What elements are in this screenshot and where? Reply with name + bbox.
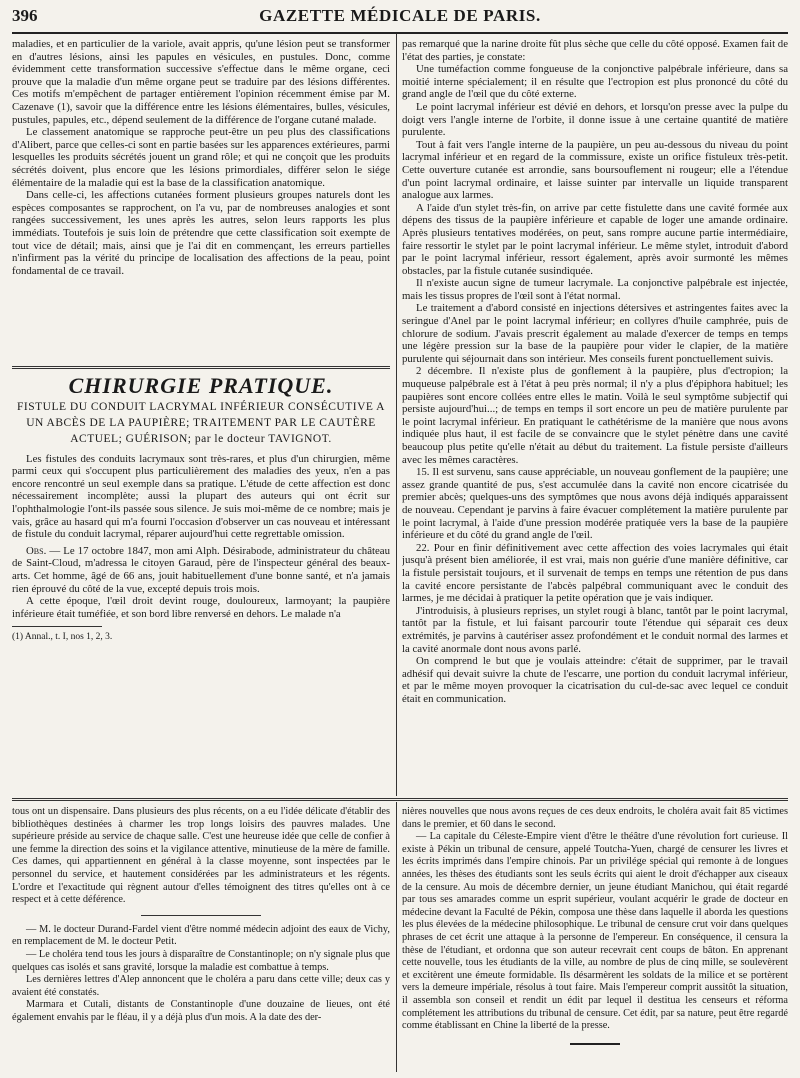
- paragraph: Le traitement a d'abord consisté en injections détersives et astringentes faites avec la seringue d'Anel par le point lacrymal inférieur; en collyres d'huile camphrée, puis de chlorure de sodium. J'avais prescrit également au malade d'exercer de temps en temps une légère pression sur la base de la paupière pour vider le clapier, de la matière purulente qui séjournait dans son intérieur. Mes conseils furent ponctuellement suivis.: [402, 302, 788, 365]
- upper-right-column: [402, 38, 788, 794]
- paragraph: Marmara et Cutali, distants de Constantinople d'une douzaine de lieues, ont été également envahis par le fléau, il y a déjà plus d'un mois. A la date des der-: [12, 999, 390, 1023]
- paragraph: On comprend le but que je voulais atteindre: c'était de supprimer, par le travail adhésif qui devait suivre la chute de l'escarre, une portion du conduit lacrymal inférieur, et par le même moyen provoquer la cicatrisation du cul-de-sac avec lequel ce conduit était en communication.: [402, 655, 788, 705]
- paragraph: 2 décembre. Il n'existe plus de gonflement à la paupière, plus d'ectropion; la muqueuse palpébrale est à l'état à peu près normal; il n'y a plus d'épiphora habituel; les paupières sont encore collées entre elles le matin. Voilà le seul symptôme subjectif qui persiste aujourd'hui...; de temps en temps il sort encore un peu de matière purulente par le point lacrymal inférieur. En pratiquant le cathétérisme de la manière que nous avons indiquée plus haut, il est facile de se convaincre que le stylet pénètre dans une cavité beaucoup plus petite qu'elle n'était au début du traitement. La fistule persiste d'ailleurs avec les mêmes caractères.: [402, 365, 788, 466]
- end-rule: [570, 1043, 620, 1045]
- column-divider: [396, 34, 397, 796]
- paragraph: A cette époque, l'œil droit devint rouge, douloureux, larmoyant; la paupière inférieure était tuméfiée, et son bord libre renversé en dehors. Le malade n'a: [12, 595, 390, 620]
- upper-left-column: [12, 38, 390, 360]
- page-number: 396: [12, 6, 38, 25]
- section-title: CHIRURGIE PRATIQUE.: [68, 374, 334, 398]
- paragraph: Dans celle-ci, les affections cutanées forment plusieurs groupes naturels dont les espèces composantes se rapprochent, on l'a vu, par de nombreuses analogies et sont rangées successivement, les unes après les autres, selon leurs rapports les plus immédiats. Toutefois je suis loin de prétendre que cette classification soit exempte de tout vice de détail; mais, ainsi que je l'ai dit en commençant, les erreurs partielles n'infirment pas la vérité du principe de localisation des affections de la peau, point fondamental de ce travail.: [12, 189, 390, 277]
- footnote-rule: [12, 626, 102, 627]
- footnote: (1) Annal., t. I, nos 1, 2, 3.: [12, 632, 113, 643]
- paragraph: pas remarqué que la narine droite fût plus sèche que celle du côté opposé. Examen fait de l'état des parties, je constate:: [402, 38, 788, 63]
- paragraph: 22. Pour en finir définitivement avec cette affection des voies lacrymales qui était jusqu'à présent bien améliorée, il est vrai, mais non guérie d'une manière définitive, car la fistule persistait toujours, et il survenait de temps en temps une rétention de pus dans la cavité encore persistante de l'abcès palpébral communiquant avec le conduit des larmes, je me décidai à pratiquer la petite opération que je vais indiquer.: [402, 541, 788, 605]
- paragraph: Le point lacrymal inférieur est dévié en dehors, et lorsqu'on presse avec la pulpe du doigt vers l'angle interne de l'orbite, il donne issue à une certaine quantité de matière purulente.: [402, 100, 788, 139]
- obs-text: — Le 17 octobre 1847, mon ami Alph. Désirabode, administrateur du château de Saint-Cloud, m'adressa le citoyen Garaud, père de l'inspecteur général des beaux-arts. Cet homme, âgé de 66 ans, jouit habituellement d'une bonne santé, et n'a jamais rien éprouvé du côté de la vue, excepté depuis trois mois.: [12, 544, 390, 595]
- observation-paragraph: [12, 545, 390, 595]
- paragraph: 15. Il est survenu, sans cause appréciable, un nouveau gonflement de la paupière; une assez grande quantité de pus, s'est accumulée dans la cavité non encore cicatrisée du premier abcès; quelques-uns des symptômes que nous avons déjà indiqués apparaissent de nouveau. Cependant je parvins à faire évacuer complétement la matière purulente par le point lacrymal, à l'aide d'une pression modérée pratiquée vers la base de la paupière inférieure et du côté du grand angle de l'œil.: [402, 466, 788, 542]
- article-title: FISTULE DU CONDUIT LACRYMAL INFÉRIEUR CONSÉCUTIVE A UN ABCÈS DE LA PAUPIÈRE; TRAITEMENT PAR LE CAUTÈRE ACTUEL; GUÉRISON; par le docteur TAVIGNOT.: [17, 400, 385, 445]
- paragraph: tous ont un dispensaire. Dans plusieurs des plus récents, on a eu l'idée délicate d'établir des bibliothèques destinées à charmer les trop longs loisirs des pauvres malades. Une supérieure préside au service de chaque salle. C'est une heureuse idée que celle de confier à une femme la direction des soins et la vigilance attentive, minutieuse de la mère de famille. Ces dames, qui appartiennent en général à la classe moyenne, sont inspectées par le personnel du service, et hautement considérées par les administrateurs et les régents. L'ordre et l'exactitude qui règnent autour d'elles témoignent des titres qu'elles ont à ce respect et à cette déférence.: [12, 806, 390, 906]
- paragraph: Il n'existe aucun signe de tumeur lacrymale. La conjonctive palpébrale est injectée, mais les tissus propres de l'œil sont à l'état normal.: [402, 277, 788, 302]
- lower-right-column: [402, 806, 788, 1072]
- news-separator: [141, 915, 261, 916]
- section-divider: [12, 366, 390, 369]
- paragraph: Le classement anatomique se rapproche peut-être un peu plus des classifications d'Alibert, parce que celles-ci sont en partie basées sur les apparences extérieures, parmi lesquelles les produits sécrétés jouent un grand rôle; et qui ne conçoit que les produits sécrétés doivent, plus encore que les lésions primordiales, différer selon le siége élémentaire de la maladie qui est la base de la classification anatomique.: [12, 126, 390, 189]
- paragraph: maladies, et en particulier de la variole, avait appris, qu'une lésion peut se transformer en d'autres lésions, ainsi les papules en vésicules, en pustules. Donc, comme évidemment cette transformation successive s'effectue dans le même organe, ceci prouve que la maladie d'un même organe peut se traduire par des lésions différentes. Ces motifs m'empêchent de partager entièrement l'opinion récemment émise par M. Cazenave (1), savoir que la différence entre les lésions élémentaires, bulles, vésicules, pustules, papules, etc., dépend seulement de la différence de l'organe cutané malade.: [12, 38, 390, 126]
- paragraph: — M. le docteur Durand-Fardel vient d'être nommé médecin adjoint des eaux de Vichy, en remplacement de M. le docteur Petit.: [12, 923, 390, 948]
- paragraph: Une tuméfaction comme fongueuse de la conjonctive palpébrale inférieure, dans sa moitié interne spécialement; il en résulte que l'ectropion est plus prononcé du côté du grand angle de l'œil que du côté externe.: [402, 63, 788, 101]
- paragraph: nières nouvelles que nous avons reçues de ces deux endroits, le choléra avait fait 85 victimes dans le premier, et 60 dans le second.: [402, 806, 788, 830]
- obs-lead: Obs.: [26, 544, 47, 557]
- paragraph: Tout à fait vers l'angle interne de la paupière, un peu au-dessous du niveau du point lacrymal inférieur et en regard de la commissure, existe un orifice fistuleux très-petit. Cette ouverture cutanée est arrondie, sans boursouflement ni rougeur; elle a l'étendue d'un point lacrymal ordinaire, et laisse suinter par intervalle un liquide transparent analogue aux larmes.: [402, 138, 788, 202]
- paragraph: — Le choléra tend tous les jours à disparaître de Constantinople; on n'y signale plus que quelques cas isolés et sans gravité, lorsque la maladie est combattue à temps.: [12, 948, 390, 973]
- journal-title: GAZETTE MÉDICALE DE PARIS.: [259, 6, 541, 25]
- paragraph: Les dernières lettres d'Alep annoncent que le choléra a paru dans cette ville; deux cas y avaient été constatés.: [12, 974, 390, 998]
- paragraph: — La capitale du Céleste-Empire vient d'être le théâtre d'une révolution fort curieuse. Il existe à Pékin un tribunal de censure, appelé Toutcha-Yuen, chargé de censurer les livres et les écrits imprimés dans l'empire chinois. Par un privilége spécial qui remonte à de longues années, les thèses des étudiants sont les seuls écrits qui aient le droit d'échapper aux ciseaux de la censure. Au mois de décembre dernier, un jeune étudiant Manichou, qui était regardé par tous ses amarades comme un esprit supérieur, voulant acquérir le grade de docteur en médecine devant la Faculté de Pékin, composa une thèse dans laquelle il aborda les questions les plus élevées de la médecine philosophique. Le tribunal de censure crut voir dans quelques phrases de cet écrit une attaque à la personne de l'empereur. En conséquence, il censura la thèse de l'étudiant, et ordonna que son auteur recevrait cent coups de bâton. En apprenant cette nouvelle, tous les étudiants de la ville, au nombre de plus de cinq mille, se soulevèrent et excitèrent une émeute formidable. Ils désarmèrent les soldats de la milice et se portèrent vers la demeure impériale, résolus à tout faire. Mais l'empereur comprit aussitôt la situation, il assembla son conseil et rendit un édit par lequel il destitua les censeurs et réforma complétement les attributions du tribunal de censure. Cet édit, par sa nature, peut être regardé comme établissant en Chine la liberté de la presse.: [402, 831, 788, 1032]
- page-header: [12, 6, 788, 30]
- lower-left-column: [12, 806, 390, 1072]
- paragraph: Les fistules des conduits lacrymaux sont très-rares, et plus d'un chirurgien, même parmi ceux qui s'occupent plus particulièrement des maladies des yeux, n'en a pas encore rencontré un seul exemple dans sa pratique. L'étude de cette affection est donc nécessairement incomplète; aussi la plupart des auteurs qui ont écrit sur l'ophthalmologie l'ont-ils passée sous silence. Je suis moi-même de ce nombre; mais je vais, grâce au hasard qui m'a fourni l'occasion d'observer un cas nouveau et intéressant de fistule du conduit lacrymal, réparer aujourd'hui cette regrettable omission.: [12, 452, 390, 541]
- paragraph: J'introduisis, à plusieurs reprises, un stylet rougi à blanc, tantôt par le point lacrymal, tantôt par la fistule, et lui faisant parcourir toute l'étendue qui séparait ces deux extrémités, je parvins à cautériser assez profondément et le conduit normal des larmes et la cavité anormale dont nous avons parlé.: [402, 604, 788, 655]
- header-rule: [12, 32, 788, 34]
- paragraph: A l'aide d'un stylet très-fin, on arrive par cette fistulette dans une cavité formée aux dépens des tissus de la paupière inférieure et capable de loger une amande ordinaire. Après plusieurs tentatives modérées, on peut, sans rompre aucune partie intermédiaire, faire ressortir le stylet par le point lacrymal inférieur. Le même stylet, introduit d'abord par le point lacrymal inférieur, ressort également, après avoir surmonté les mêmes obstacles, par la fistule cutanée susindiquée.: [402, 201, 788, 277]
- column-divider-lower: [396, 802, 397, 1072]
- surgery-article: [12, 374, 390, 788]
- feuilleton-divider: [12, 798, 788, 801]
